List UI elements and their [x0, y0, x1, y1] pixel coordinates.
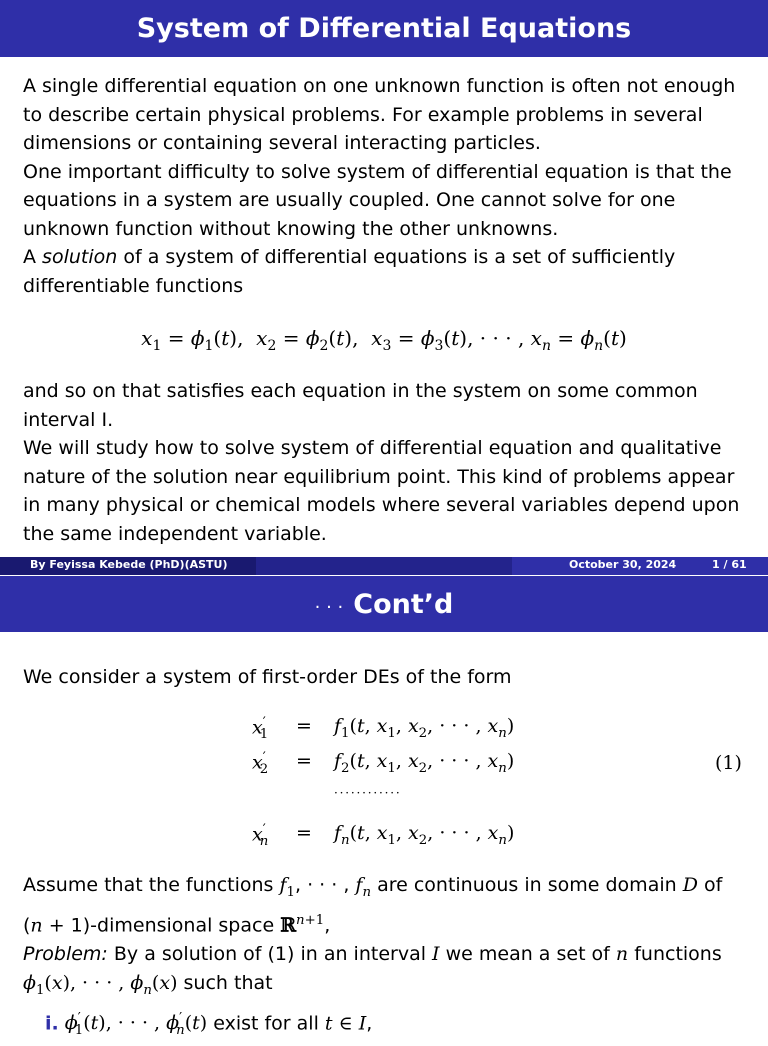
equals-n: =: [296, 822, 312, 844]
footer-date-section: [512, 557, 768, 575]
footer-author-section: [0, 557, 256, 575]
slide-1-body: [23, 72, 753, 300]
paragraph-solution-def: A solution of a system of differential equations is a set of sufficiently differentiable functions: [23, 246, 676, 297]
equation-row-n: $x'_n$: [252, 822, 269, 850]
equation-vdots: · · · · · · · · · · · ·: [334, 786, 399, 800]
slide-1-body-2: [23, 377, 753, 548]
emphasis-solution: solution: [42, 246, 118, 268]
equation-rhs-1: $f_1(t$, $x_1$, $x_2$, · · · , $x_n$): [334, 715, 515, 741]
problem-label: Problem:: [23, 943, 108, 966]
paragraph-intro: A single differential equation on one unknown function is often not enough to describe certain physical problems. For example problems in several dimensions or containing several interacting particles.: [23, 75, 736, 154]
footer-date: October 30, 2024: [569, 558, 677, 571]
paragraph-study: We will study how to solve system of differential equation and qualitative nature of the solution near equilibrium point. This kind of problems appear in many physical or chemical models where several variables depend upon the same independent variable.: [23, 437, 740, 545]
equals-1: =: [296, 715, 312, 737]
paragraph-interval: and so on that satisfies each equation in the system on some common interval I.: [23, 380, 698, 431]
slide-2-title-text: Cont’d: [353, 589, 454, 620]
slide-2: [0, 576, 768, 1039]
footer-author: By Feyissa Kebede (PhD)(ASTU): [30, 558, 228, 571]
system-intro: We consider a system of first-order DEs of the form: [23, 666, 512, 688]
paragraph-assume: Assume that the functions $f_1$, · · · , $f_n$ are continuous in some domain D of (n + 1)-dimensional space ℝ$^{n+1}$,: [23, 874, 723, 937]
equation-rhs-n: $f_n(t$, $x_1$, $x_2$, · · · , $x_n$): [334, 822, 515, 848]
slide-2-body: [23, 871, 753, 1046]
equation-row-2: $x'_2$: [252, 750, 269, 778]
equation-number: (1): [715, 752, 742, 774]
list-label-i: i.: [45, 1012, 59, 1035]
list-item-i: i. $\phi'_1(t)$, · · · , $\phi'_n(t)$ exist for all t ∈ I,: [45, 1010, 373, 1039]
paragraph-problem: Problem: By a solution of (1) in an interval I we mean a set of n functions $\phi_1(x)$, · · · , $\phi_n(x)$ such that: [23, 943, 722, 998]
slide-footer: [0, 557, 768, 575]
solution-equation: $x_1 = \phi_1(t)$, $x_2 = \phi_2(t)$, $x_3 = \phi_3(t)$, · · · , $x_n = \phi_n(t)$: [141, 326, 627, 354]
equation-row-1: $x'_1$: [252, 715, 269, 743]
footer-page-number: 1 / 61: [712, 558, 747, 571]
slide-title: [0, 0, 768, 57]
title-dots: · · ·: [314, 597, 344, 618]
equals-2: =: [296, 750, 312, 772]
footer-middle-section: [256, 557, 512, 575]
equation-rhs-2: $f_2(t$, $x_1$, $x_2$, · · · , $x_n$): [334, 750, 515, 776]
paragraph-coupling: One important difficulty to solve system of differential equation is that the equations in a system are usually coupled. One cannot solve for one unknown function without knowing the other unknowns.: [23, 160, 732, 240]
slide-title-text: System of Differential Equations: [136, 13, 632, 44]
